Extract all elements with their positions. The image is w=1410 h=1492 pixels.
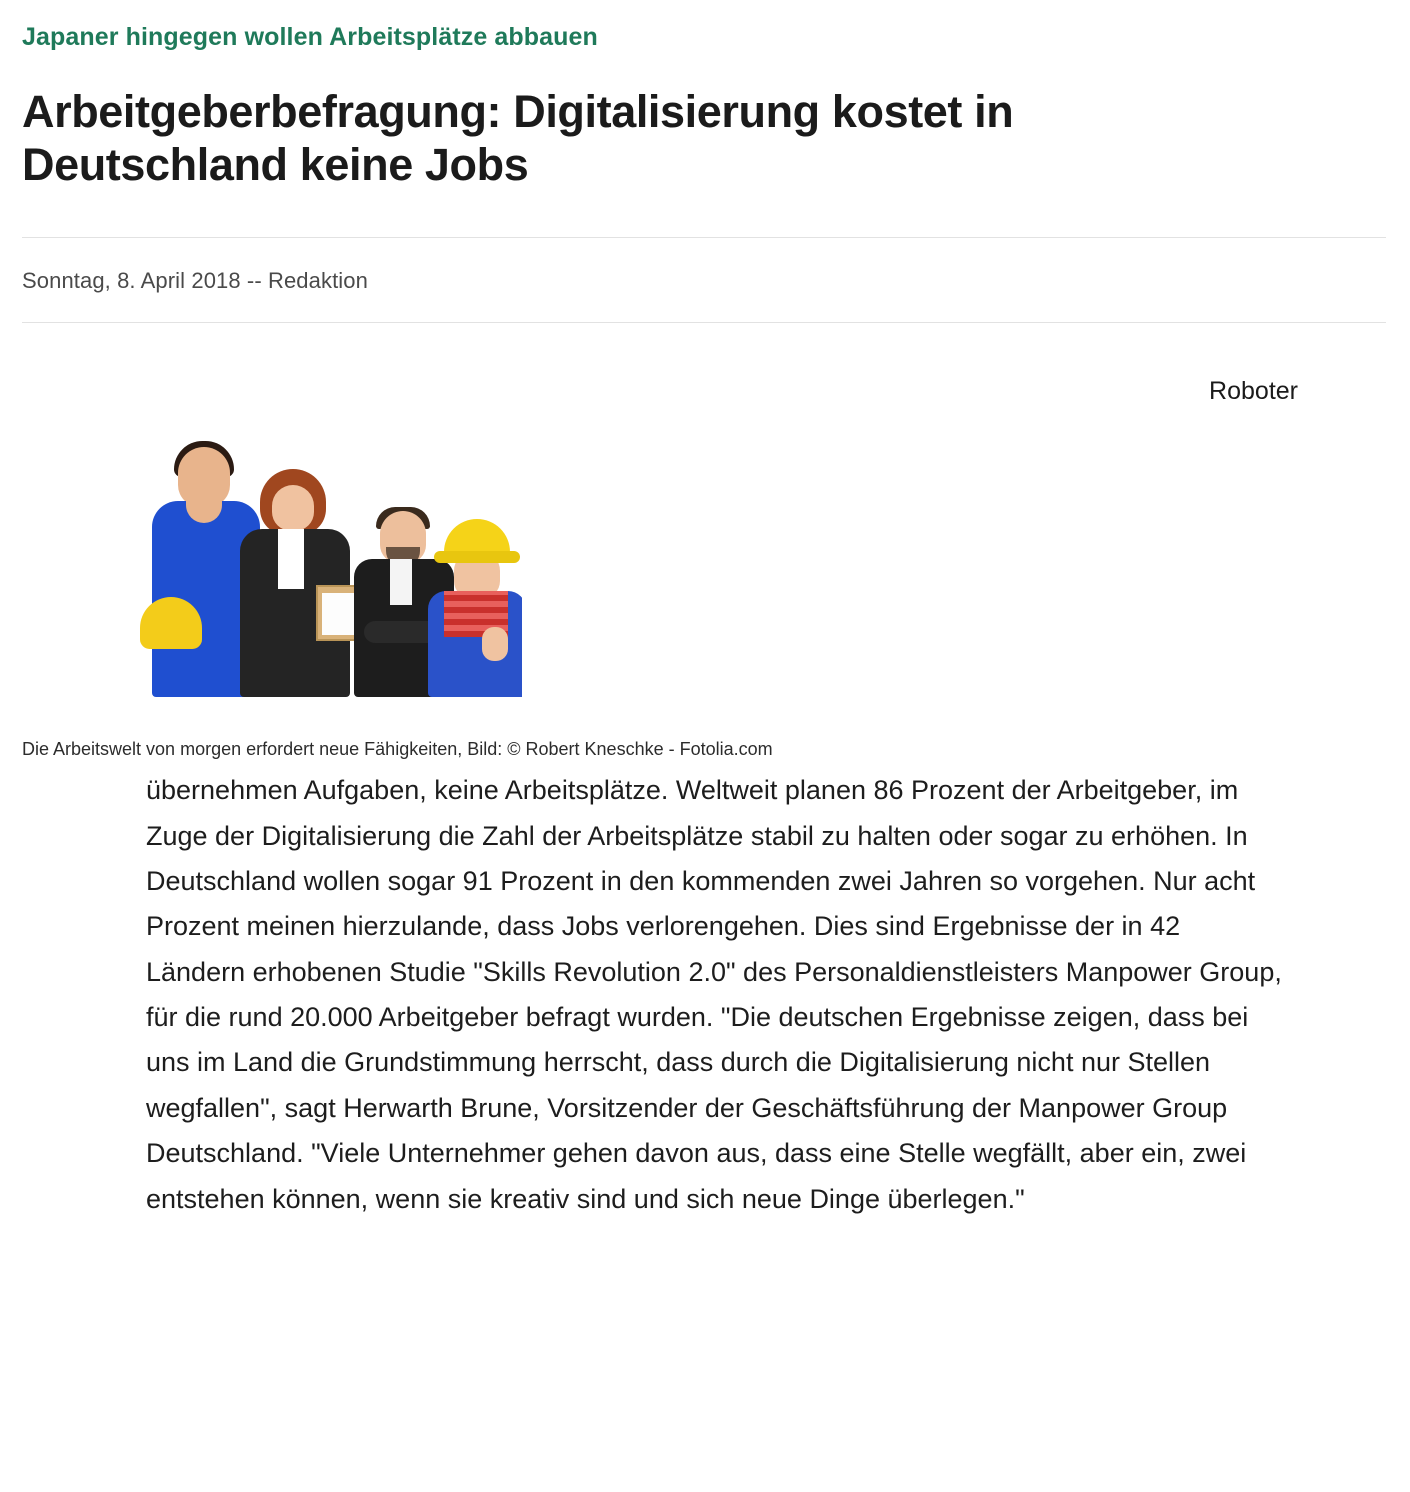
side-label-roboter: Roboter xyxy=(1209,377,1298,406)
photo-worker-yellow-helmet-icon xyxy=(422,519,522,697)
media-row xyxy=(22,357,1388,717)
article-body: übernehmen Aufgaben, keine Arbeitsplätze. Weltweit planen 86 Prozent der Arbeitgeber, im Zuge der Digitalisierung die Zahl der Arbeitsplätze stabil zu halten oder sogar zu erhöhen. In Deutschland wollen sogar 91 Prozent in den kommenden zwei Jahren so vorgehen. Nur acht Prozent meinen hierzulande, dass Jobs verlorengehen. Dies sind Ergebnisse der in 42 Ländern erhobenen Studie "Skills Revolution 2.0" des Personaldienstleisters Manpower Group, für die rund 20.000 Arbeitgeber befragt wurden. "Die deutschen Ergebnisse zeigen, dass bei uns im Land die Grundstimmung herrscht, dass durch die Digitalisierung nicht nur Stellen wegfallen", sagt Herwarth Brune, Vorsitzender der Geschäftsführung der Manpower Group Deutschland. "Viele Unternehmer gehen davon aus, dass eine Stelle wegfällt, aber ein, zwei entstehen können, wenn sie kreativ sind und sich neue Dinge überlegen." xyxy=(146,775,1282,1214)
article-figure xyxy=(122,357,522,697)
article-image xyxy=(122,357,522,697)
article-byline: Sonntag, 8. April 2018 -- Redaktion xyxy=(22,268,368,294)
page-title: Arbeitgeberbefragung: Digitalisierung kostet in Deutschland keine Jobs xyxy=(22,86,1014,190)
article-kicker: Japaner hingegen wollen Arbeitsplätze abbauen xyxy=(22,23,598,51)
photo-woman-with-clipboard-icon xyxy=(232,477,358,697)
article-content xyxy=(22,323,1388,1262)
image-caption: Die Arbeitswelt von morgen erfordert neue Fähigkeiten, Bild: © Robert Kneschke - Fotolia.com xyxy=(22,739,773,760)
